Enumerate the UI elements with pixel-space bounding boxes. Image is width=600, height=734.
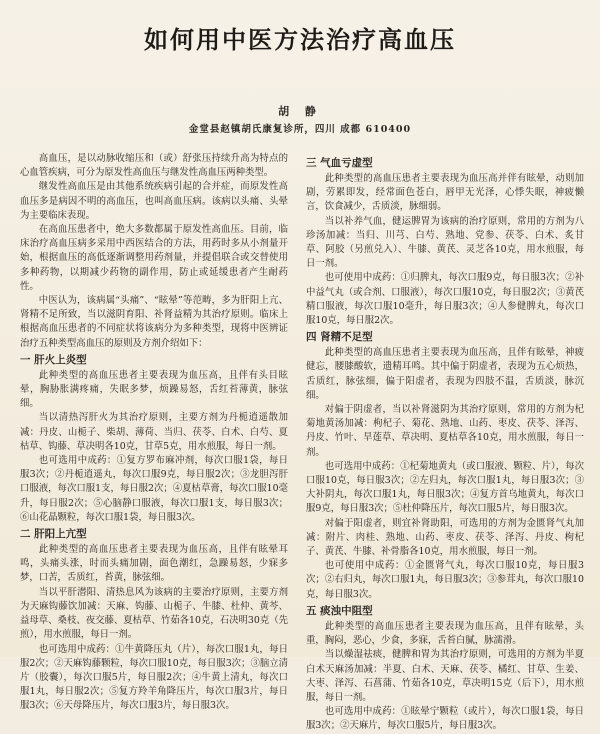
paragraph: 当以清热泻肝火为其治疗原则，主要方剂为丹栀逍遥散加减：丹皮、山栀子、柴胡、薄荷、当归、茯苓、白术、白芍、夏枯草、钩藤、草决明各10克，甘草5克，用水煎服，每日一剂。 [20,412,288,452]
left-column [20,152,288,712]
paragraph: 继发性高血压是由其他系统疾病引起的合并症，而原发性高血压多是病因不明的高血压，也叫高血压病。该病以头痛、头晕为主要临床表现。 [20,181,288,221]
paragraph: 在高血压患者中，绝大多数都属于原发性高血压。目前，临床治疗高血压病多采用中西医结合的方法，用药时多从小剂量开始，根据血压的高低逐渐调整用药剂量，并提倡联合或交替使用多种药物，以期减少药物的副作用，防止或延缓患者产生耐药性。 [20,224,288,292]
article-title: 如何用中医方法治疗高血压 [144,25,456,54]
paragraph: 当以补养气血，健运脾胃为该病的治疗原则，常用的方剂为八珍汤加减：当归、川芎、白芍、熟地、党参、茯苓、白术、炙甘草、阿胶（另煎兑入）、牛膝、黄芪、灵芝各10克，用水煎服，每日一剂。 [306,215,584,270]
paragraph: 此种类型的高血压患者主要表现为血压高，且伴有眩晕耳鸣，头痛头涨，时而头痛加剧，面色潮红，急躁易怒，少寐多梦，口苦，舌质红，苔黄，脉弦细。 [20,544,288,584]
paragraph: 此种类型的高血压患者主要表现为血压高，且伴有头目眩晕，胸胁胀满疼痛，失眠多梦，烦躁易怒，舌红苔薄黄，脉弦细。 [20,369,288,410]
paragraph: 中医认为，该病属“头痛”、“眩晕”等范畴，多为肝阳上亢、肾精不足所致，当以滋阴育阳、补肾益精为其治疗原则。临床上根据高血压患者的不同症状将该病分为多种类型，现将中医辨证治疗五种类型高血压的原则及方剂介绍如下： [20,295,288,349]
paragraph: 也可使用中成药：①归脾丸，每次口服9克，每日服3次；②补中益气丸（或合剂、口服液），每次口服10克，每日服2次；③黄芪精口服液，每次口服10毫升，每日服3次；④人参健脾丸，每次口服10克，每日服2次。 [306,272,584,327]
section-heading: 一 肝火上炎型 [20,353,87,366]
author-affiliation: 金堂县赵镇胡氏康复诊所，四川 成都 610400 [188,124,412,135]
paragraph: 当以平肝潜阳、清热息风为该病的主要治疗原则，主要方剂为天麻钩藤饮加减：天麻、钩藤、山栀子、牛膝、杜仲、黄芩、益母草、桑枝、夜交藤、夏枯草、竹茹各10克，石决明30克（先煎），用水煎服，每日一剂。 [20,586,288,641]
section-heading: 三 气血亏虚型 [306,157,373,169]
paragraph: 此种类型的高血压患者主要表现为血压高，且伴有眩晕，神疲健忘，腰膝酸软，遗精耳鸣。其中偏于阴虚者，表现为五心烦热，舌质红，脉弦细，偏于阳虚者，表现为四肢不温，舌质淡，脉沉细。 [306,347,584,401]
paragraph: 此种类型的高血压患者主要表现为血压高并伴有眩晕，动则加剧，劳累即发，经常面色苍白，唇甲无光泽，心悸失眠，神疲懒言，饮食减少，舌质淡，脉细弱。 [306,173,584,213]
paragraph: 高血压，是以动脉收缩压和（或）舒张压持续升高为特点的心血管疾病，可分为原发性高血压与继发性高血压两种类型。 [20,153,288,179]
paragraph: 对偏于阳虚者，则宜补肾助阳，可选用的方剂为金匮肾气丸加减：附片、肉桂、熟地、山药、枣皮、茯苓、泽泻、丹皮、枸杞子、黄芪、牛膝、补骨脂各10克，用水煎服，每日一剂。 [306,517,584,558]
section-heading: 二 肝阳上亢型 [20,528,87,541]
author-name: 胡 静 [278,105,322,118]
paragraph: 对偏于阴虚者，当以补肾滋阴为其治疗原则，常用的方剂为杞菊地黄汤加减：枸杞子、菊花、熟地、山药、枣皮、茯苓、泽泻、丹皮、竹叶、旱莲草、草决明、夏枯草各10克，用水煎服，每日一剂。 [306,404,584,458]
paragraph: 也可选用中成药：①眩晕宁颗粒（或片），每次口服1袋，每日服3次；②天麻片，每次口服5片，每日服3次。 [306,706,584,732]
paragraph: 当以燥湿祛痰，健脾和胃为其治疗原则，可选用的方剂为半夏白术天麻汤加减：半夏、白术、天麻、茯苓、橘红、甘草、生姜、大枣、泽泻、石菖蒲、竹茹各10克，草决明15克（后下），用水煎服，每日一剂。 [306,649,584,703]
section-heading: 五 痰浊中阻型 [306,604,373,617]
paragraph: 也可使用中成药：①金匮肾气丸，每次口服10克，每日服3次；②右归丸，每次口服1丸，每日服3次；③参茸丸，每次口服10克，每日服3次。 [306,560,584,600]
right-column [306,156,584,732]
paragraph: 也可选用中成药：①杞菊地黄丸（或口服液、颗粒、片），每次口服10克，每日服3次；②左归丸，每次口服1丸，每日服3次；③大补阴丸，每次口服1丸，每日服3次；④复方首乌地黄丸，每次口服9克，每日服3次；⑤杜仲降压片，每次口服5片，每日服3次。 [306,460,584,515]
paragraph: 此种类型的高血压患者主要表现为血压高，且伴有眩晕，头重，胸闷，恶心，少食，多寐，舌苔白腻，脉濡滑。 [306,620,584,647]
paragraph: 也可选用中成药：①牛黄降压丸（片），每次口服1丸，每日服2次；②天麻钩藤颗粒，每次口服10克，每日服3次；③脑立清片（胶囊），每次口服5片，每日服2次；④牛黄上清丸，每次口服1丸，每日服2次；⑤复方羚羊角降压片，每次口服3片，每日服3次；⑥天母降压片，每次口服3片，每日服3次。 [20,643,288,712]
section-heading: 四 肾精不足型 [306,331,373,344]
paragraph: 也可选用中成药：①复方罗布麻冲剂，每次口服1袋，每日服3次；②丹栀逍遥丸，每次口服9克，每日服2次；③龙胆泻肝口服液，每次口服1支，每日服2次；④夏枯草膏，每次口服10毫升，每日服2次；⑤心脑静口服液，每次口服1支，每日服3次；⑥山花晶颗粒，每次口服1袋，每日服3次。 [20,455,288,523]
